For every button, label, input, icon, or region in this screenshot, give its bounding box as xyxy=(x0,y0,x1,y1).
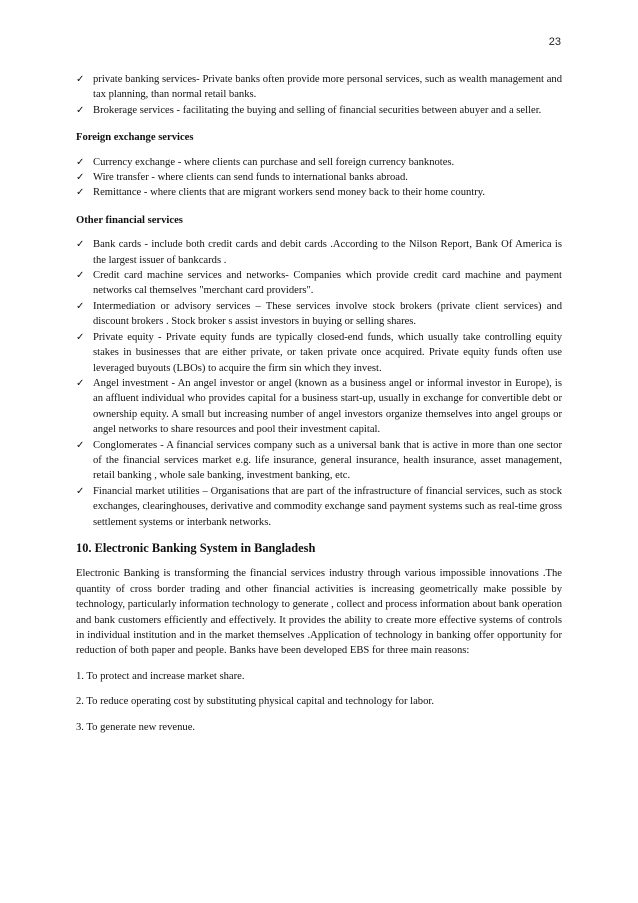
list-item-text: Private equity - Private equity funds are typically closed-end funds, which usually take controlling equity stakes in businesses that are either private, or taken private once acquired. Private equity funds often use leveraged buyouts (LBOs) to acquire the firm sin which they invest. xyxy=(93,331,562,374)
list-item xyxy=(76,438,562,484)
list-item xyxy=(76,330,562,376)
list-item-text: private banking services- Private banks often provide more personal services, such as wealth management and tax planning, than normal retail banks. xyxy=(93,74,562,101)
reason-item: 1. To protect and increase market share. xyxy=(76,670,245,682)
list-item xyxy=(76,155,562,170)
list-item-text: Financial market utilities – Organisations that are part of the infrastructure of financial services, such as stock exchanges, clearinghouses, derivative and commodity exchange sand payment systems such as real-time gross settlement systems or interbank networks. xyxy=(93,485,562,528)
check-icon: ✓ xyxy=(76,331,85,343)
check-icon: ✓ xyxy=(76,239,85,251)
list-item xyxy=(76,484,562,530)
list-item-text: Angel investment - An angel investor or angel (known as a business angel or informal investor in Europe), is an affluent individual who provides capital for a business start-up, usually in exchange for convertible debt or ownership equity. A small but increasing number of angel investors organize themselves into angel groups or angel networks to share resources and pool their investment capital. xyxy=(93,377,562,436)
check-icon: ✓ xyxy=(76,104,85,116)
list-item-text: Brokerage services - facilitating the buying and selling of financial securities between abuyer and a seller. xyxy=(93,104,542,116)
check-icon: ✓ xyxy=(76,300,85,312)
check-icon: ✓ xyxy=(76,187,85,199)
check-icon: ✓ xyxy=(76,377,85,389)
list-item-text: Wire transfer - where clients can send funds to international banks abroad. xyxy=(93,172,408,184)
section-title: 10. Electronic Banking System in Bangladesh xyxy=(76,540,316,555)
intro-list xyxy=(76,72,562,118)
list-item xyxy=(76,376,562,438)
check-icon: ✓ xyxy=(76,156,85,168)
list-item-text: Bank cards - include both credit cards and debit cards .According to the Nilson Report, Bank Of America is the largest issuer of bankcards . xyxy=(93,239,562,266)
list-item-text: Intermediation or advisory services – These services involve stock brokers (private client services) and discount brokers . Stock broker s assist investors in buying or selling shares. xyxy=(93,300,562,328)
check-icon: ✓ xyxy=(76,74,85,85)
list-item xyxy=(76,299,562,330)
other-services-list xyxy=(76,237,562,530)
list-item xyxy=(76,237,562,268)
list-item xyxy=(76,268,562,299)
reason-item: 2. To reduce operating cost by substituting physical capital and technology for labor. xyxy=(76,696,434,708)
list-item xyxy=(76,72,562,103)
forex-heading: Foreign exchange services xyxy=(76,132,194,144)
list-item-text: Remittance - where clients that are migrant workers send money back to their home country. xyxy=(93,187,486,199)
check-icon: ✓ xyxy=(76,485,85,497)
list-item-text: Credit card machine services and networks- Companies which provide credit card machine and payment networks cal themselves "merchant card providers". xyxy=(93,270,562,297)
list-item xyxy=(76,170,562,185)
check-icon: ✓ xyxy=(76,172,85,184)
reason-item: 3. To generate new revenue. xyxy=(76,721,196,733)
list-item xyxy=(76,185,562,200)
section-paragraph: Electronic Banking is transforming the financial services industry through various impossible innovations .The quantity of cross border trading and other financial activities is increasing geometrically make possible by technology, particularly information technology to generate , collect and process information about bank operation and bank customers efficiently and effectively. It provides the ability to create more effective systems of controls in individual institution and in the market themselves .Application of technology in banking offer opportunity for reduction of both paper and people. Banks have been developed EBS for three main reasons: xyxy=(76,568,562,657)
page-content xyxy=(76,72,562,735)
list-item-text: Currency exchange - where clients can purchase and sell foreign currency banknotes. xyxy=(93,156,455,168)
check-icon: ✓ xyxy=(76,439,85,451)
forex-list xyxy=(76,155,562,201)
check-icon: ✓ xyxy=(76,270,85,282)
other-services-heading: Other financial services xyxy=(76,214,183,226)
list-item-text: Conglomerates - A financial services company such as a universal bank that is active in more than one sector of the financial services market e.g. life insurance, general insurance, health insurance, asset management, retail banking , whole sale banking, investment banking, etc. xyxy=(93,439,562,482)
list-item xyxy=(76,103,562,118)
page-number: 23 xyxy=(548,36,561,48)
